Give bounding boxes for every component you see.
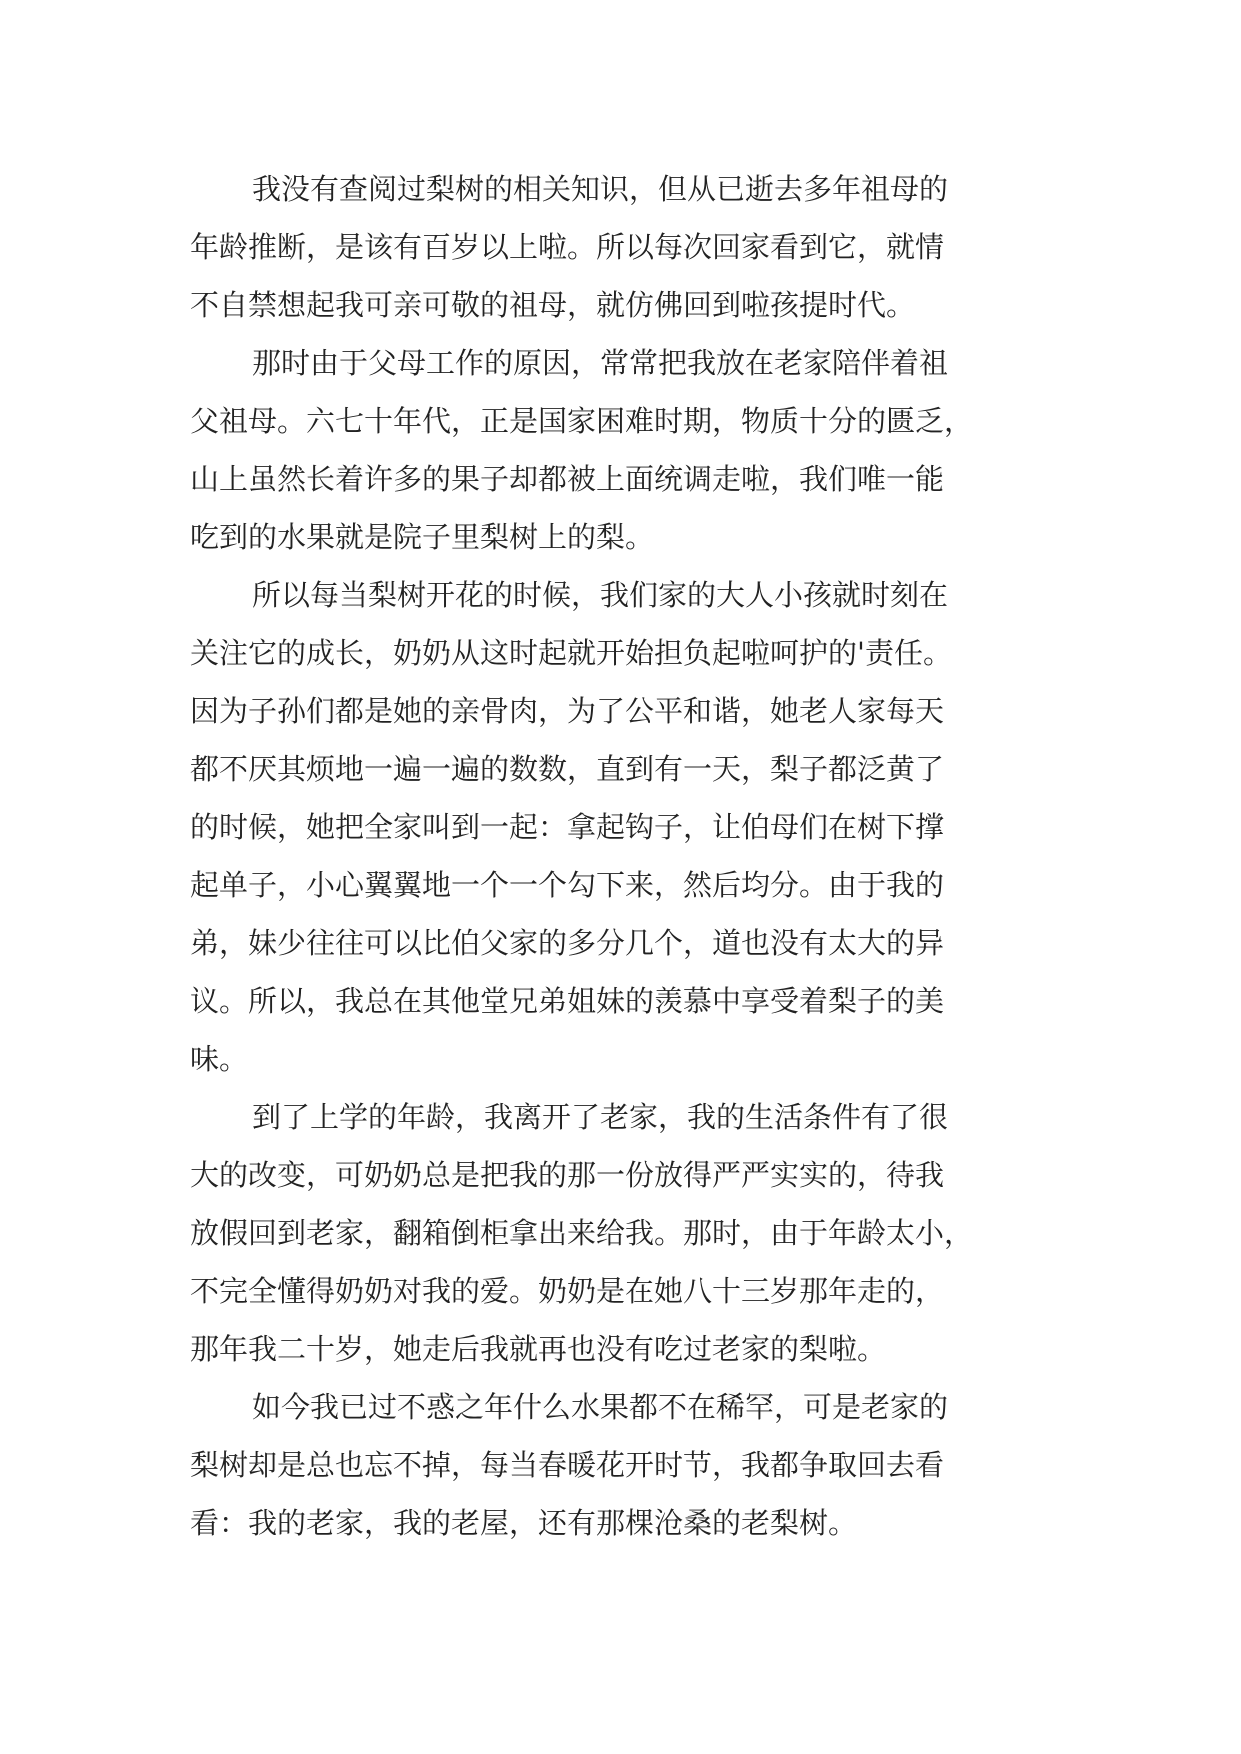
paragraph-line: 父祖母。六七十年代，正是国家困难时期，物质十分的匮乏， <box>190 404 974 438</box>
paragraph-line: 到了上学的年龄，我离开了老家，我的生活条件有了很 <box>252 1100 949 1134</box>
paragraph-1 <box>190 160 1065 334</box>
paragraph-line: 的时候，她把全家叫到一起：拿起钩子，让伯母们在树下撑 <box>190 810 945 844</box>
paragraph-line: 议。所以，我总在其他堂兄弟姐妹的羡慕中享受着梨子的美 <box>190 984 945 1018</box>
paragraph-line: 吃到的水果就是院子里梨树上的梨。 <box>190 520 655 554</box>
paragraph-line: 弟，妹少往往可以比伯父家的多分几个，道也没有太大的异 <box>190 926 945 960</box>
paragraph-line: 味。 <box>190 1042 249 1076</box>
paragraph-line: 年龄推断，是该有百岁以上啦。所以每次回家看到它，就情 <box>190 230 945 264</box>
paragraph-line: 如今我已过不惑之年什么水果都不在稀罕，可是老家的 <box>252 1390 949 1424</box>
paragraph-line: 我没有查阅过梨树的相关知识，但从已逝去多年祖母的 <box>252 172 949 206</box>
paragraph-4 <box>190 1088 1065 1378</box>
document-body <box>190 160 1065 1552</box>
paragraph-3 <box>190 566 1065 1088</box>
paragraph-line: 不完全懂得奶奶对我的爱。奶奶是在她八十三岁那年走的， <box>190 1274 945 1308</box>
paragraph-line: 那时由于父母工作的原因，常常把我放在老家陪伴着祖 <box>252 346 949 380</box>
paragraph-5 <box>190 1378 1065 1552</box>
paragraph-line: 山上虽然长着许多的果子却都被上面统调走啦，我们唯一能 <box>190 462 945 496</box>
paragraph-2 <box>190 334 1065 566</box>
paragraph-line: 梨树却是总也忘不掉，每当春暖花开时节，我都争取回去看 <box>190 1448 945 1482</box>
paragraph-line: 关注它的成长，奶奶从这时起就开始担负起啦呵护的'责任。 <box>190 636 952 670</box>
paragraph-line: 所以每当梨树开花的时候，我们家的大人小孩就时刻在 <box>252 578 949 612</box>
paragraph-line: 不自禁想起我可亲可敬的祖母，就仿佛回到啦孩提时代。 <box>190 288 916 322</box>
paragraph-line: 大的改变，可奶奶总是把我的那一份放得严严实实的，待我 <box>190 1158 945 1192</box>
paragraph-line: 放假回到老家，翻箱倒柜拿出来给我。那时，由于年龄太小， <box>190 1216 974 1250</box>
paragraph-line: 因为子孙们都是她的亲骨肉，为了公平和谐，她老人家每天 <box>190 694 945 728</box>
paragraph-line: 看：我的老家，我的老屋，还有那棵沧桑的老梨树。 <box>190 1506 858 1540</box>
paragraph-line: 那年我二十岁，她走后我就再也没有吃过老家的梨啦。 <box>190 1332 887 1366</box>
paragraph-line: 都不厌其烦地一遍一遍的数数，直到有一天，梨子都泛黄了 <box>190 752 945 786</box>
paragraph-line: 起单子，小心翼翼地一个一个勾下来，然后均分。由于我的 <box>190 868 945 902</box>
